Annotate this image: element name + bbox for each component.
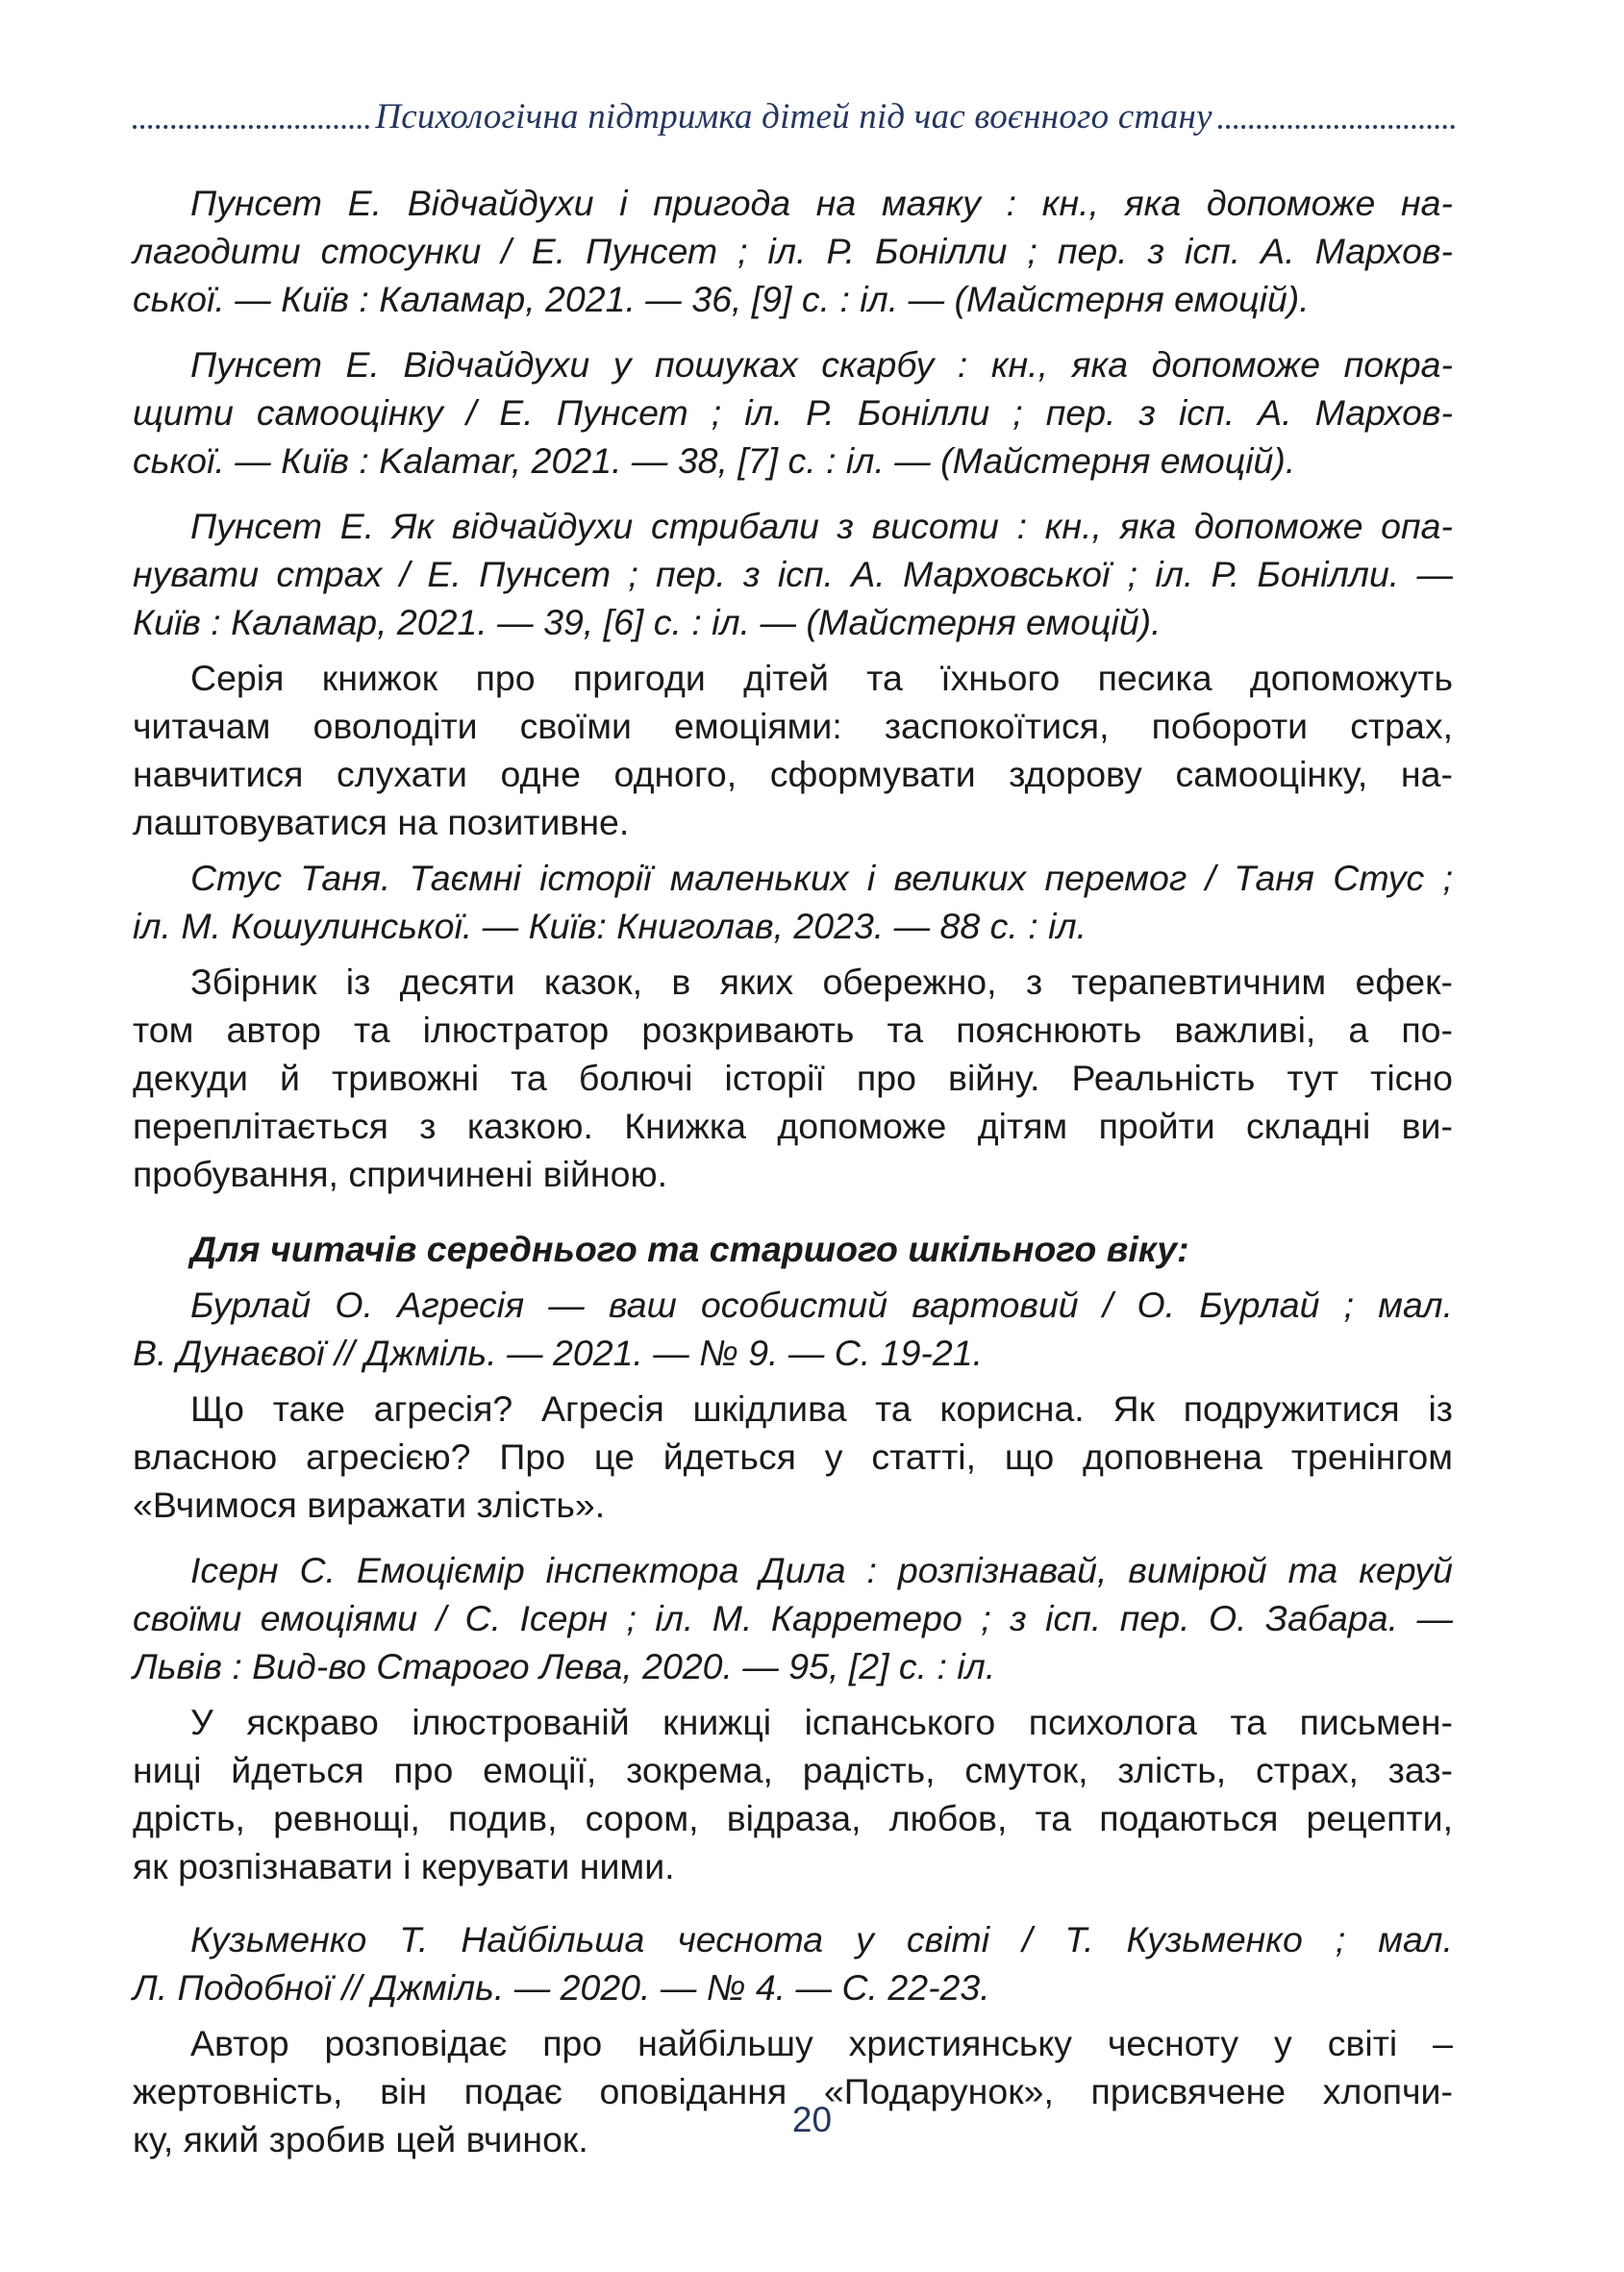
text-line: В. Дунаєвої // Джміль. — 2021. — № 9. — С. 19-21. <box>133 1333 984 1373</box>
bibliography-entry <box>133 502 1453 646</box>
header-dotted-leader-left <box>133 125 369 129</box>
text-line: лаштовуватися на позитивне. <box>133 802 630 842</box>
text-line: Автор розповідає про найбільшу християнську чесноту у світі – <box>190 2023 1453 2063</box>
text-line: Пунсет Е. Відчайдухи у пошуках скарбу : кн., яка допоможе покра- <box>190 344 1453 385</box>
text-line: У яскраво ілюстрованій книжці іспанського психолога та письмен- <box>190 1702 1453 1742</box>
text-line: щити самооцінку / Е. Пунсет ; іл. Р. Бонілли ; пер. з ісп. А. Мархов- <box>133 392 1453 433</box>
text-line: пробування, спричинені війною. <box>133 1154 668 1194</box>
bibliography-entry <box>133 179 1453 323</box>
running-header <box>133 96 1455 137</box>
annotation-paragraph <box>133 1385 1453 1529</box>
text-line: Кузьменко Т. Найбільша чеснота у світі / Т. Кузьменко ; мал. <box>190 1919 1453 1960</box>
text-line: як розпізнавати і керувати ними. <box>133 1846 675 1886</box>
text-line: ку, який зробив цей вчинок. <box>133 2119 588 2160</box>
annotation-paragraph <box>133 654 1453 846</box>
text-line: том автор та ілюстратор розкривають та пояснюють важливі, а по- <box>133 1010 1453 1050</box>
text-line: дрість, ревнощі, подив, сором, відраза, любов, та подаються рецепти, <box>133 1798 1453 1838</box>
text-line: Пунсет Е. Як відчайдухи стрибали з висоти : кн., яка допоможе опа- <box>190 506 1453 546</box>
text-line: лагодити стосунки / Е. Пунсет ; іл. Р. Бонілли ; пер. з ісп. А. Мархов- <box>133 231 1453 271</box>
page-body <box>133 179 1453 2163</box>
text-line: декуди й тривожні та болючі історії про війну. Реальність тут тісно <box>133 1058 1453 1098</box>
text-line: Л. Подобної // Джміль. — 2020. — № 4. — С. 22-23. <box>133 1967 990 2008</box>
text-line: жертовність, він подає оповідання «Подарунок», присвячене хлопчи- <box>133 2071 1453 2111</box>
annotation-paragraph <box>133 2019 1453 2163</box>
text-line: Ісерн С. Емоціємір інспектора Дила : розпізнавай, вимірюй та керуй <box>190 1550 1453 1590</box>
text-line: Бурлай О. Агресія — ваш особистий вартовий / О. Бурлай ; мал. <box>190 1285 1453 1325</box>
text-line: ської. — Київ : Каламар, 2021. — 36, [9] с. : іл. — (Майстерня емоцій). <box>133 279 1310 319</box>
bibliography-entry <box>133 1281 1453 1377</box>
text-line: ської. — Київ : Kalamar, 2021. — 38, [7] с. : іл. — (Майстерня емоцій). <box>133 440 1296 481</box>
text-line: Стус Таня. Таємні історії маленьких і великих перемог / Таня Стус ; <box>190 858 1453 898</box>
section-heading <box>133 1225 1453 1273</box>
bibliography-entry <box>133 1546 1453 1690</box>
page-number: 20 <box>791 2100 833 2139</box>
annotation-paragraph <box>133 958 1453 1198</box>
text-line: читачам оволодіти своїми емоціями: заспокоїтися, побороти страх, <box>133 706 1453 746</box>
text-line: переплітається з казкою. Книжка допоможе дітям пройти складні ви- <box>133 1106 1453 1146</box>
text-line: «Вчимося виражати злість». <box>133 1485 606 1525</box>
bibliography-entry <box>133 340 1453 485</box>
header-title: Психологічна підтримка дітей під час воєнного стану <box>375 97 1212 137</box>
text-line: Серія книжок про пригоди дітей та їхнього песика допоможуть <box>190 658 1453 698</box>
bibliography-entry <box>133 1915 1453 2011</box>
text-line: Пунсет Е. Відчайдухи і пригода на маяку : кн., яка допоможе на- <box>190 183 1453 223</box>
text-line: Збірник із десяти казок, в яких обережно, з терапевтичним ефек- <box>190 961 1453 1002</box>
header-dotted-leader-right <box>1218 125 1455 129</box>
text-line: Що таке агресія? Агресія шкідлива та корисна. Як подружитися із <box>190 1388 1453 1429</box>
bibliography-entry <box>133 854 1453 950</box>
text-line: Київ : Каламар, 2021. — 39, [6] с. : іл. — (Майстерня емоцій). <box>133 602 1162 642</box>
text-line: нувати страх / Е. Пунсет ; пер. з ісп. А. Марховської ; іл. Р. Бонілли. — <box>133 554 1453 594</box>
text-line: навчитися слухати одне одного, сформувати здорову самооцінку, на- <box>133 754 1453 794</box>
text-line: іл. М. Кошулинської. — Київ: Книголав, 2023. — 88 с. : іл. <box>133 906 1087 946</box>
text-line: ниці йдеться про емоції, зокрема, радість, смуток, злість, страх, заз- <box>133 1750 1453 1790</box>
text-line: власною агресією? Про це йдеться у статті, що доповнена тренінгом <box>133 1436 1453 1477</box>
text-line: Львів : Вид-во Старого Лева, 2020. — 95, [2] с. : іл. <box>133 1646 996 1686</box>
text-line: Для читачів середнього та старшого шкільного віку: <box>190 1229 1189 1269</box>
annotation-paragraph <box>133 1698 1453 1890</box>
text-line: своїми емоціями / С. Ісерн ; іл. М. Карретеро ; з ісп. пер. О. Забара. — <box>133 1598 1453 1638</box>
